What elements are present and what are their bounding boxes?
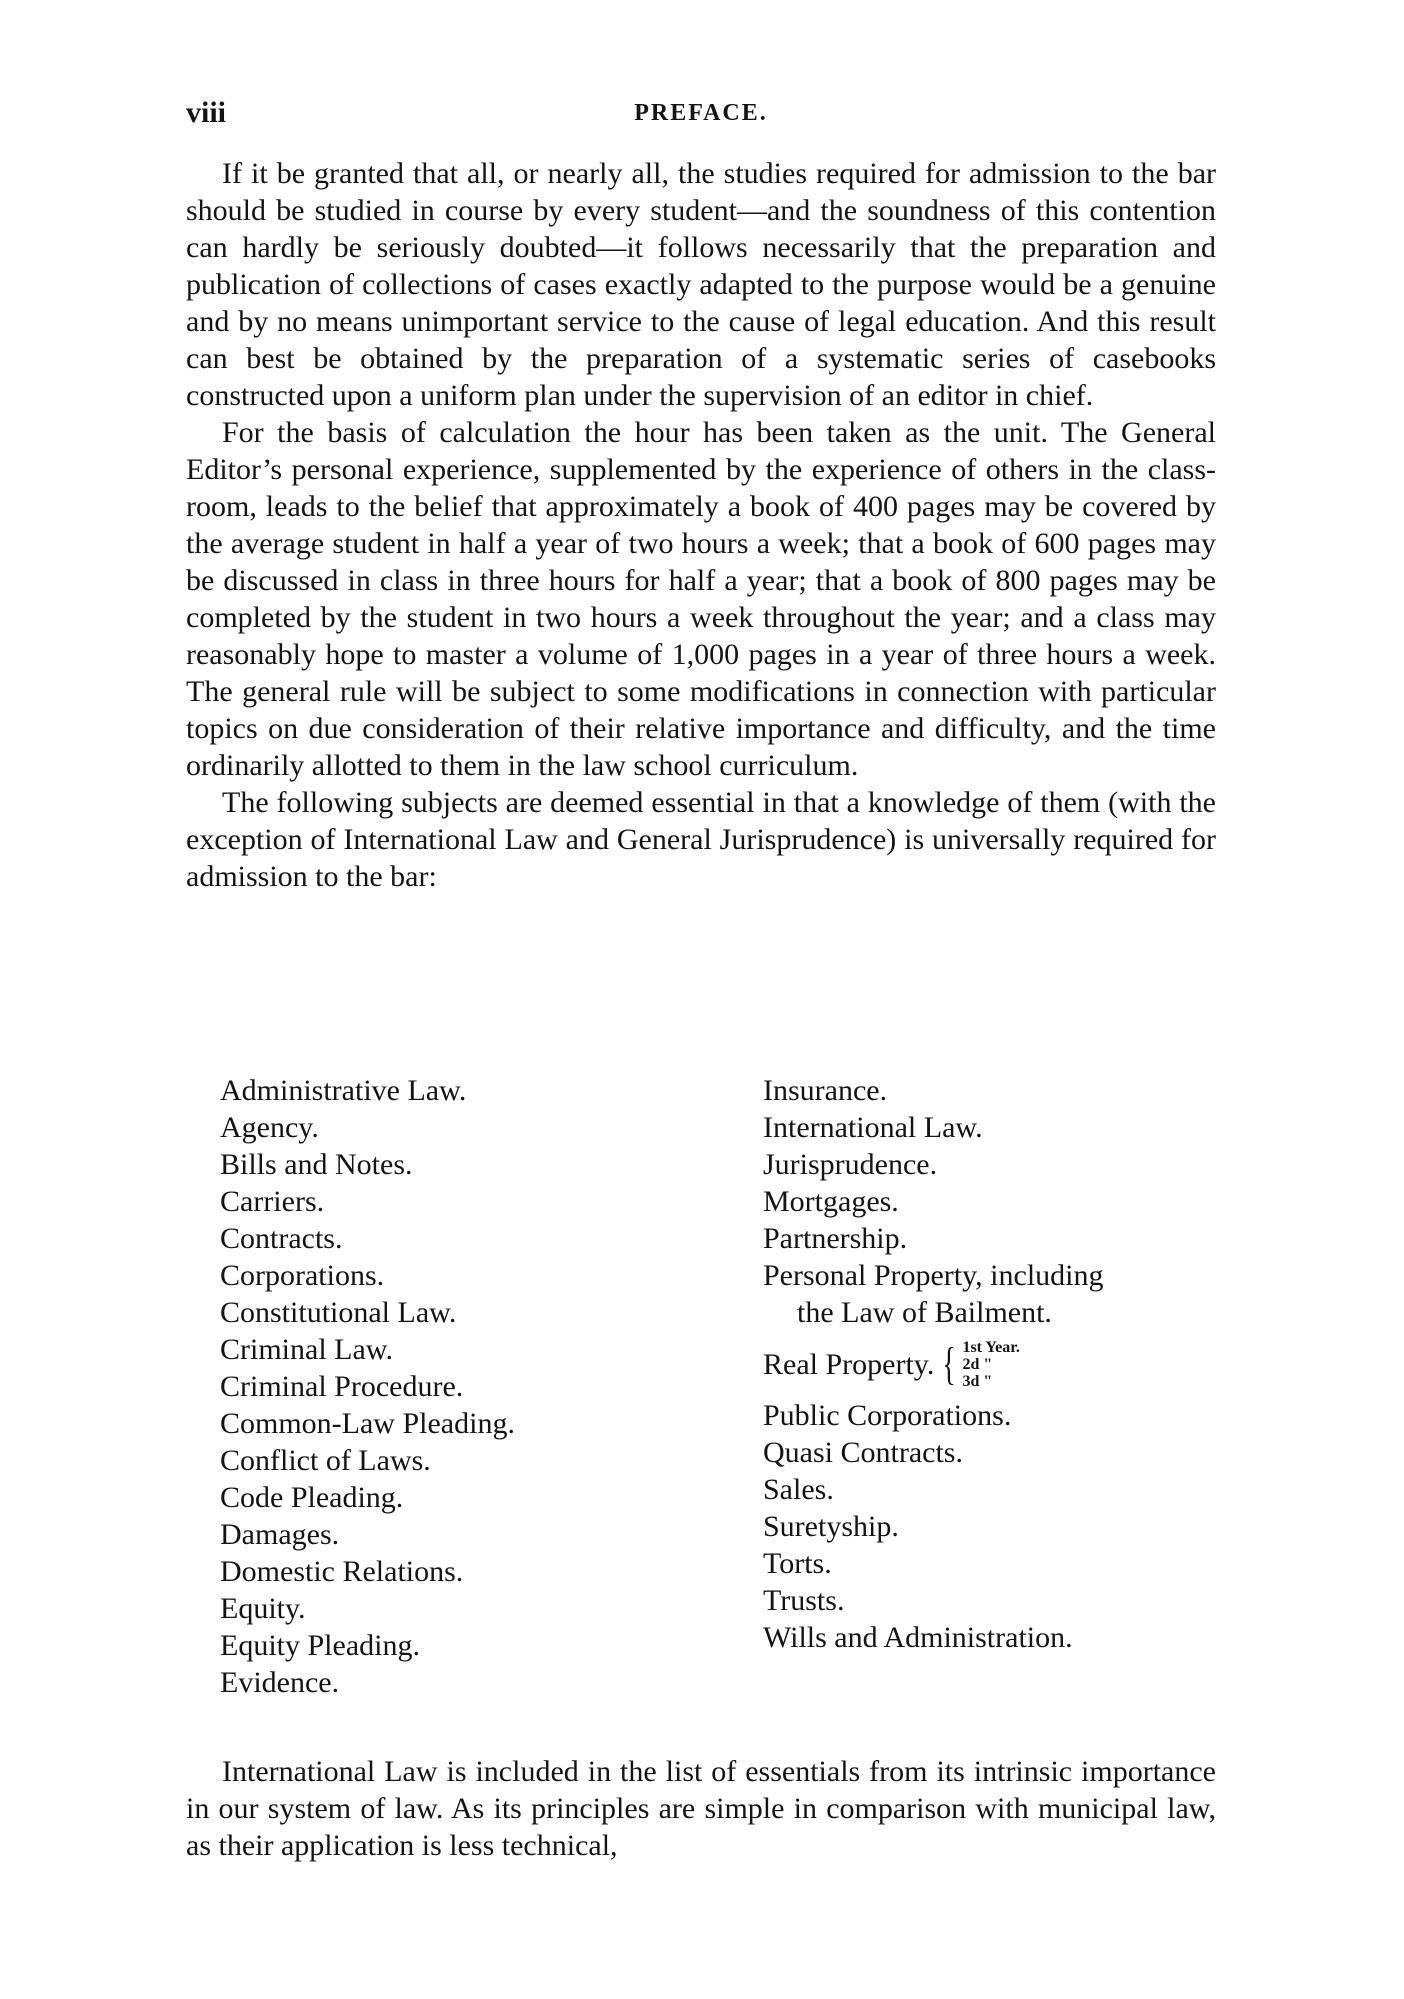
year-label: 3d "	[962, 1372, 993, 1390]
subjects-left-column	[220, 1072, 740, 1701]
subject-item: Agency.	[220, 1111, 319, 1144]
page-number: viii	[186, 96, 227, 129]
subject-item: Public Corporations.	[763, 1399, 1012, 1432]
subject-item: Constitutional Law.	[220, 1296, 457, 1329]
year-label: 1st Year.	[962, 1338, 1020, 1356]
subject-item: Administrative Law.	[220, 1074, 467, 1107]
subject-item-continuation: the Law of Bailment.	[797, 1296, 1052, 1329]
year-label: 2d "	[962, 1355, 993, 1373]
subject-item: Mortgages.	[763, 1185, 899, 1218]
subject-item-real-property	[763, 1333, 1223, 1395]
subject-item: Wills and Administration.	[763, 1621, 1073, 1654]
subject-item: Partnership.	[763, 1222, 908, 1255]
subject-item: Quasi Contracts.	[763, 1436, 963, 1469]
subject-item: Suretyship.	[763, 1510, 899, 1543]
subject-item: International Law.	[763, 1111, 983, 1144]
subject-item: Code Pleading.	[220, 1481, 404, 1514]
subject-item: Sales.	[763, 1473, 834, 1506]
subject-item: Conflict of Laws.	[220, 1444, 431, 1477]
running-title: PREFACE.	[634, 100, 768, 126]
paragraph-calculation: For the basis of calculation the hour has been taken as the unit. The General Editor’s personal experience, supplemented by the experience of others in the class-room, leads to the belief that approximately a book of 400 pages may be covered by the average student in half a year of two hours a week; that a book of 600 pages may be discussed in class in three hours for half a year; that a book of 800 pages may be completed by the student in two hours a week throughout the year; and a class may reasonably hope to master a volume of 1,000 pages in a year of three hours a week. The general rule will be subject to some modifications in connection with particular topics on due consideration of their relative importance and difficulty, and the time ordinarily allotted to them in the law school curriculum.	[186, 416, 1216, 782]
page-header	[186, 96, 1216, 136]
real-property-label: Real Property.	[763, 1347, 935, 1381]
closing-section	[186, 1753, 1216, 1864]
subject-item: Common-Law Pleading.	[220, 1407, 515, 1440]
subject-item: Carriers.	[220, 1185, 325, 1218]
subject-item: Bills and Notes.	[220, 1148, 413, 1181]
subject-item-personal-property: Personal Property, including	[763, 1259, 1104, 1292]
subject-item: Criminal Law.	[220, 1333, 394, 1366]
real-property-years	[962, 1339, 1019, 1390]
subject-item: Corporations.	[220, 1259, 385, 1292]
brace-glyph: {	[942, 1338, 957, 1389]
subject-item: Torts.	[763, 1547, 832, 1580]
subject-item: Contracts.	[220, 1222, 343, 1255]
paragraph-international-law: International Law is included in the list of essentials from its intrinsic importance in our system of law. As its principles are simple in comparison with municipal law, as their application is less technical,	[186, 1755, 1216, 1862]
subjects-right-column	[763, 1072, 1223, 1656]
preface-body	[186, 155, 1216, 895]
subject-item: Damages.	[220, 1518, 340, 1551]
paragraph-casebooks: If it be granted that all, or nearly all, the studies required for admission to the bar should be studied in course by every student—and the soundness of this contention can hardly be seriously doubted—it follows necessarily that the preparation and publication of collections of cases exactly adapted to the purpose would be a genuine and by no means unimportant service to the cause of legal education. And this result can best be obtained by the preparation of a systematic series of casebooks constructed upon a uniform plan under the supervision of an editor in chief.	[186, 157, 1216, 412]
subject-item: Insurance.	[763, 1074, 888, 1107]
subject-item: Equity.	[220, 1592, 306, 1625]
subject-item: Evidence.	[220, 1666, 340, 1699]
subject-item: Criminal Procedure.	[220, 1370, 464, 1403]
subject-item: Equity Pleading.	[220, 1629, 420, 1662]
subject-item: Trusts.	[763, 1584, 845, 1617]
paragraph-subjects-intro: The following subjects are deemed essential in that a knowledge of them (with the exception of International Law and General Jurisprudence) is universally required for admission to the bar:	[186, 786, 1216, 893]
subject-item: Jurisprudence.	[763, 1148, 938, 1181]
subject-item: Domestic Relations.	[220, 1555, 464, 1588]
